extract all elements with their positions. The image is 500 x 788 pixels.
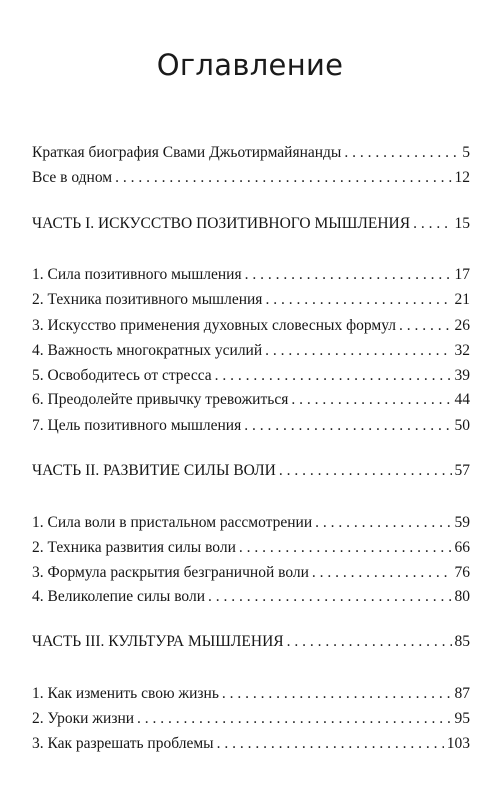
dot-leader bbox=[244, 416, 451, 436]
dot-leader bbox=[239, 538, 452, 558]
toc-entry-page: 26 bbox=[454, 317, 470, 334]
toc-entry-label: 4. Важность многократных усилий bbox=[32, 342, 263, 359]
toc-entry[interactable] bbox=[32, 290, 470, 310]
dot-leader bbox=[265, 290, 451, 310]
dot-leader bbox=[399, 316, 452, 336]
toc-entry[interactable] bbox=[32, 538, 470, 558]
toc-entry-page: 103 bbox=[446, 735, 470, 752]
toc-entry-page: 80 bbox=[454, 588, 470, 605]
dot-leader bbox=[344, 143, 459, 163]
toc-entry[interactable] bbox=[32, 513, 470, 533]
toc-entry-label: Все в одном bbox=[32, 169, 113, 186]
toc-entry-page: 32 bbox=[454, 342, 470, 359]
toc-entry-page: 21 bbox=[454, 291, 470, 308]
toc-entry[interactable] bbox=[32, 143, 470, 163]
toc-entry[interactable] bbox=[32, 316, 470, 336]
toc-entry-page: 17 bbox=[454, 266, 470, 283]
toc-entry-page: 95 bbox=[454, 710, 470, 727]
toc-entry-page: 44 bbox=[454, 391, 470, 408]
toc-entry-page: 5 bbox=[462, 144, 470, 161]
dot-leader bbox=[222, 684, 452, 704]
page-title: Оглавление bbox=[156, 48, 344, 82]
dot-leader bbox=[137, 709, 451, 729]
toc-entry-page: 59 bbox=[454, 514, 470, 531]
toc-entry[interactable] bbox=[32, 563, 470, 583]
toc-section-label: ЧАСТЬ III. КУЛЬТУРА МЫШЛЕНИЯ bbox=[32, 633, 284, 650]
toc-entry-label: 4. Великолепие силы воли bbox=[32, 588, 205, 605]
toc-entry[interactable] bbox=[32, 684, 470, 704]
toc-entry-label: Краткая биография Свами Джьотирмайянанды bbox=[32, 144, 342, 161]
dot-leader bbox=[115, 168, 451, 188]
toc-entry-page: 50 bbox=[454, 417, 470, 434]
toc-entry-page: 87 bbox=[454, 685, 470, 702]
toc-entry[interactable] bbox=[32, 390, 470, 410]
toc-entry-page: 85 bbox=[454, 633, 470, 650]
toc-entry-label: 5. Освободитесь от стресса bbox=[32, 367, 212, 384]
toc-section-label: ЧАСТЬ II. РАЗВИТИЕ СИЛЫ ВОЛИ bbox=[32, 462, 276, 479]
toc-entry-label: 3. Искусство применения духовных словесных формул bbox=[32, 317, 396, 334]
dot-leader bbox=[413, 214, 451, 234]
toc-entry[interactable] bbox=[32, 341, 470, 361]
toc-entry[interactable] bbox=[32, 168, 470, 188]
toc-entry-page: 15 bbox=[454, 215, 470, 232]
dot-leader bbox=[291, 390, 451, 410]
toc-entry-label: 2. Уроки жизни bbox=[32, 710, 135, 727]
toc-entry[interactable] bbox=[32, 366, 470, 386]
toc-entry-label: 7. Цель позитивного мышления bbox=[32, 417, 242, 434]
toc-section-heading[interactable] bbox=[32, 461, 470, 481]
toc-entry-label: 1. Сила воли в пристальном рассмотрении bbox=[32, 514, 313, 531]
dot-leader bbox=[217, 734, 444, 754]
toc-entry[interactable] bbox=[32, 416, 470, 436]
dot-leader bbox=[312, 563, 452, 583]
toc-entry-label: 1. Как изменить свою жизнь bbox=[32, 685, 219, 702]
toc-entry-label: 2. Техника позитивного мышления bbox=[32, 291, 263, 308]
dot-leader bbox=[208, 587, 452, 607]
toc-entry-label: 3. Формула раскрытия безграничной воли bbox=[32, 564, 309, 581]
toc-entry-page: 76 bbox=[454, 564, 470, 581]
toc-entry[interactable] bbox=[32, 709, 470, 729]
dot-leader bbox=[279, 461, 452, 481]
dot-leader bbox=[315, 513, 451, 533]
toc-section-label: ЧАСТЬ I. ИСКУССТВО ПОЗИТИВНОГО МЫШЛЕНИЯ bbox=[32, 215, 411, 232]
toc-entry-label: 6. Преодолейте привычку тревожиться bbox=[32, 391, 289, 408]
toc-entry[interactable] bbox=[32, 265, 470, 285]
dot-leader bbox=[215, 366, 452, 386]
toc-entry-page: 66 bbox=[454, 539, 470, 556]
dot-leader bbox=[287, 632, 452, 652]
toc-entry[interactable] bbox=[32, 734, 470, 754]
toc-entry-page: 39 bbox=[454, 367, 470, 384]
dot-leader bbox=[245, 265, 452, 285]
toc-section-heading[interactable] bbox=[32, 214, 470, 234]
toc-entry-label: 2. Техника развития силы воли bbox=[32, 539, 236, 556]
toc-section-heading[interactable] bbox=[32, 632, 470, 652]
toc-entry-label: 1. Сила позитивного мышления bbox=[32, 266, 242, 283]
toc-entry-page: 12 bbox=[454, 169, 470, 186]
toc-entry[interactable] bbox=[32, 587, 470, 607]
toc-entry-page: 57 bbox=[454, 462, 470, 479]
dot-leader bbox=[265, 341, 451, 361]
toc-entry-label: 3. Как разрешать проблемы bbox=[32, 735, 214, 752]
